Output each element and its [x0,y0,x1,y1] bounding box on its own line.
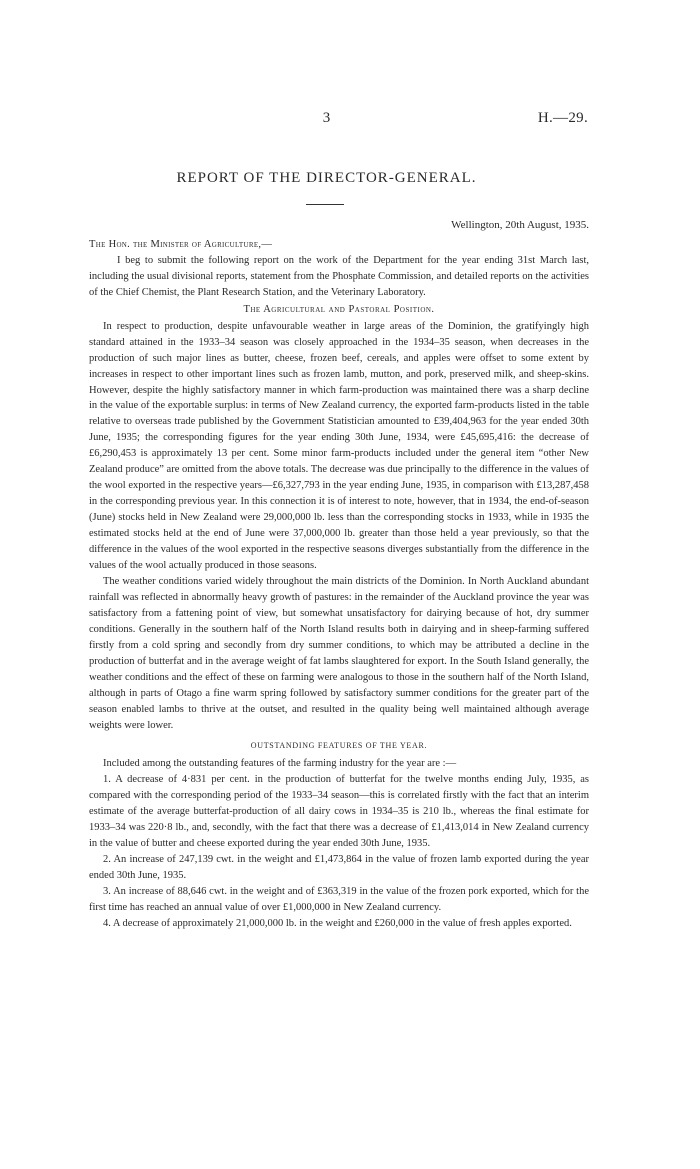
feature-item: 2. An increase of 247,139 cwt. in the weight and £1,473,864 in the value of frozen lamb exported during the year ended 30th June, 1935. [89,854,589,882]
page-number: 3 [322,110,331,126]
body-paragraph: The weather conditions varied widely throughout the main districts of the Dominion. In North Auckland abundant rainfall was reflected in abnormally heavy growth of pastures: in the remainder of the Auckland province the year was satisfactory from a fattening point of view, but somewhat unsatisfactory for dairying because of hot, dry summer conditions. Generally in the southern half of the North Island results both in dairying and in sheep-farming suffered firstly from a cold spring and secondly from dry summer conditions, to which may be attributed a decline in the production of butterfat and in the average weight of fat lambs slaughtered for export. In the South Island generally, the weather conditions and the effect of these on farming were analogous to those in the southern half of the North Island, although in parts of Otago a fine warm spring followed by satisfactory summer conditions for the greater part of the season enabled lambs to thrive at the outset, and resulted in the quality being well maintained although average weights were lower. [89,575,589,731]
title-rule [306,204,344,205]
feature-item: 1. A decrease of 4·831 per cent. in the production of butterfat for the twelve months ending July, 1935, as compared with the corresponding period of the 1933–34 season—this is correlated firstly with the fact that an interim estimate of the average butterfat-production of all dairy cows in 1934–35 is 210 lb., whereas the final estimate for 1933–34 was 220·8 lb., and, secondly, with the fact that there was a decrease of £1,413,014 in New Zealand currency in the value of butter and cheese exported during the year ended 30th June, 1935. [89,774,589,850]
dateline: Wellington, 20th August, 1935. [451,219,589,231]
section-heading-agricultural-position: The Agricultural and Pastoral Position. [243,303,435,315]
section-heading-outstanding-features: OUTSTANDING FEATURES OF THE YEAR. [250,740,428,750]
addressee: The Hon. the Minister of Agriculture,— [89,238,273,250]
report-body [89,218,589,932]
intro-paragraph: I beg to submit the following report on the work of the Department for the year ending 31st March last, including the usual divisional reports, statement from the Phosphate Commission, and detailed reports on the activities of the Chief Chemist, the Plant Research Station, and the Veterinary Laboratory. [89,254,589,298]
features-intro: Included among the outstanding features of the farming industry for the year are :— [103,758,457,770]
document-reference: H.—29. [537,110,588,126]
feature-item: 3. An increase of 88,646 cwt. in the weight and of £363,319 in the value of the frozen pork exported, which for the first time has reached an annual value of over £1,000,000 in New Zealand currency. [89,886,589,914]
feature-item: 4. A decrease of approximately 21,000,000 lb. in the weight and £260,000 in the value of fresh apples exported. [103,917,572,929]
report-title: REPORT OF THE DIRECTOR-GENERAL. [176,170,477,186]
body-paragraph: In respect to production, despite unfavourable weather in large areas of the Dominion, the gratifyingly high standard attained in the 1933–34 season was closely approached in the 1934–35 season, when decreases in the production of such major lines as butter, cheese, frozen beef, cereals, and apples were offset to some extent by increases in respect to other important lines such as frozen lamb, mutton, and pork, preserved milk, and sheep-skins. However, despite the highly satisfactory manner in which farm-production was maintained there was a sharp decline in the value of the exportable surplus: in terms of New Zealand currency, the exported farm-products listed in the table relative to overseas trade published by the Government Statistician amounted to £39,404,963 for the year ended 30th June, 1935; the corresponding figures for the year ending 30th June, 1934, were £45,695,416: the decrease of £6,290,453 is approximately 13 per cent. Some minor farm-products included under the general item “other New Zealand produce” are omitted from the above totals. The decrease was due principally to the difference in the values of the wool exported in the respective years—£6,327,793 in the year ending June, 1935, in comparison with £13,287,458 in the corresponding previous year. In this connection it is of interest to note, however, that in 1934, the end-of-season (June) stocks held in New Zealand were 29,000,000 lb. less than the corresponding stocks in 1933, while in 1935 the estimated stocks held at the end of June were 37,000,000 lb. greater than those held a year previously, so that the difference in the values of the wool exported in the respective seasons diverges substantially from the difference in the values of the wool actually produced in those seasons. [89,320,589,572]
